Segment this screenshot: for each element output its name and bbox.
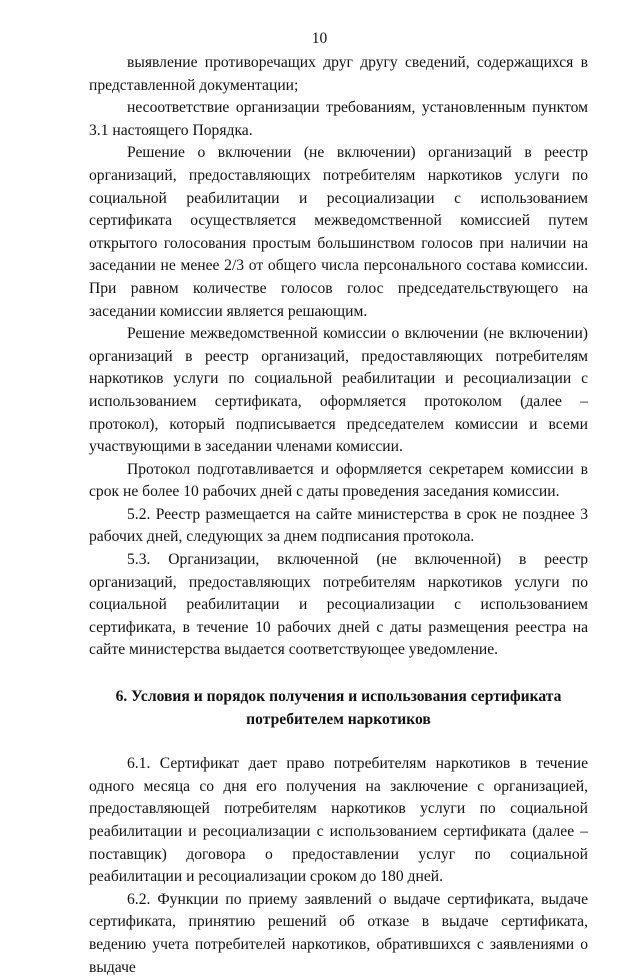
paragraph: Протокол подготавливается и оформляется секретарем комиссии в срок не более 10 рабочих дней с даты проведения заседания комиссии.: [89, 460, 588, 501]
paragraph: Решение о включении (не включении) организаций в реестр организаций, предоставляющих потребителям наркотиков услуги по социальной реабилитации и ресоциализации с использованием сертификата осуществляется межведомственной комиссией путем открытого голосования простым большинством голосов при наличии на заседании не менее 2/3 от общего числа персонального состава комиссии. При равном количестве голосов голос председательствующего на заседании комиссии является решающим.: [89, 144, 588, 320]
paragraph: несоответствие организации требованиям, установленным пунктом 3.1 настоящего Порядка.: [89, 99, 588, 139]
paragraph: Решение межведомственной комиссии о включении (не включении) организаций в реестр организаций, предоставляющих потребителям наркотиков услуги по социальной реабилитации и ресоциализации с использованием сертификата, оформляется протоколом (далее – протокол), который подписывается председателем комиссии и всеми участвующими в заседании членами комиссии.: [89, 325, 588, 456]
section-heading: [89, 686, 588, 731]
page-number: 10: [311, 30, 328, 47]
paragraph: выявление противоречащих друг другу сведений, содержащихся в представленной документации;: [89, 54, 588, 94]
paragraph: 6.2. Функции по приему заявлений о выдаче сертификата, выдаче сертификата, принятию решений об отказе в выдаче сертификата, ведению учета потребителей наркотиков, обратившихся с заявлениями о выдаче: [89, 890, 588, 976]
paragraph: 5.3. Организации, включенной (не включенной) в реестр организаций, предоставляющих потребителям наркотиков услуги по социальной реабилитации и ресоциализации с использованием сертификата, в течение 10 рабочих дней с даты размещения реестра на сайте министерства выдается соответствующее уведомление.: [89, 551, 588, 659]
section-heading-line: потребителем наркотиков: [246, 710, 431, 728]
paragraph: 5.2. Реестр размещается на сайте министерства в срок не позднее 3 рабочих дней, следующих за днем подписания протокола.: [89, 505, 588, 546]
paragraph: 6.1. Сертификат дает право потребителям наркотиков в течение одного месяца со дня его получения на заключение с организацией, предоставляющей потребителям наркотиков услуги по социальной реабилитации и ресоциализации с использованием сертификата (далее – поставщик) договора о предоставлении услуг по социальной реабилитации и ресоциализации сроком до 180 дней.: [89, 755, 588, 886]
section-heading-line: 6. Условия и порядок получения и использования сертификата: [115, 688, 562, 706]
document-body: [89, 52, 588, 979]
